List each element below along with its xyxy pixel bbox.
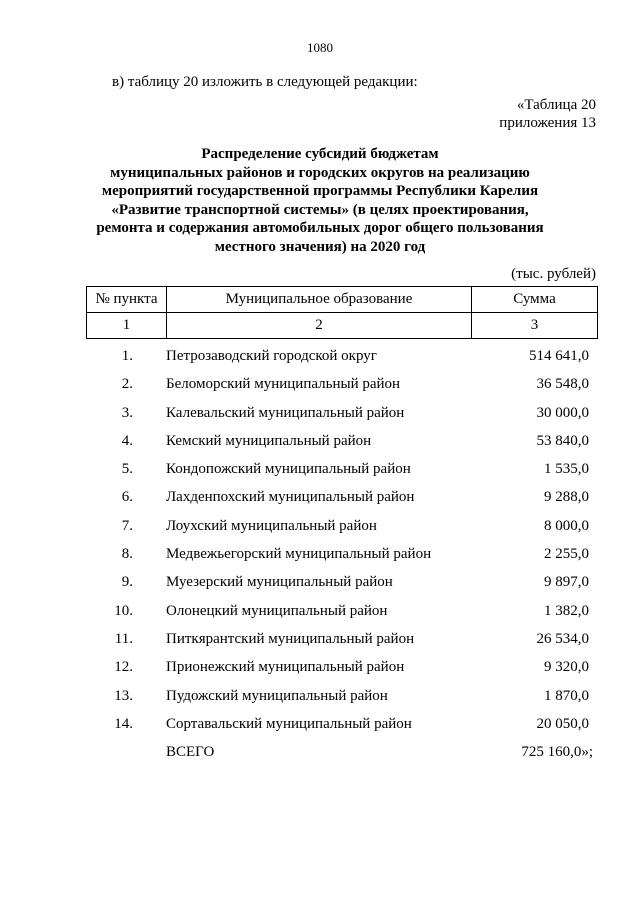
table-reference-line-2: приложения 13 [499, 115, 596, 131]
table-reference-line-1: «Таблица 20 [516, 97, 596, 113]
row-municipality: Лахденпохский муниципальный район [166, 489, 415, 506]
header-col-name: Муниципальное образование [167, 287, 472, 313]
row-amount: 9 288,0 [544, 489, 589, 506]
table-row [86, 513, 597, 541]
title-line-5: ремонта и содержания автомобильных дорог общего пользования [96, 220, 544, 236]
row-number: 6. [121, 489, 133, 506]
title-line-3: мероприятий государственной программы Республики Карелия [101, 183, 539, 199]
row-municipality: Прионежский муниципальный район [166, 659, 405, 676]
table-row [86, 569, 597, 597]
table-row [86, 484, 597, 512]
total-amount: 725 160,0»; [521, 744, 593, 761]
row-municipality: Сортавальский муниципальный район [166, 715, 412, 732]
row-number: 3. [121, 404, 133, 421]
intro-text: в) таблицу 20 изложить в следующей редакции: [112, 74, 418, 90]
header-index-row [87, 313, 598, 339]
row-amount: 8 000,0 [544, 517, 589, 534]
row-amount: 26 534,0 [536, 630, 589, 647]
row-municipality: Питкярантский муниципальный район [166, 630, 415, 647]
table-row [86, 683, 597, 711]
row-amount: 20 050,0 [536, 715, 589, 732]
row-amount: 53 840,0 [536, 432, 589, 449]
row-number: 13. [114, 687, 133, 704]
table-row [86, 598, 597, 626]
table-row [86, 711, 597, 739]
document-title [60, 145, 580, 256]
row-number: 10. [114, 602, 133, 619]
row-number: 14. [114, 715, 133, 732]
table-row [86, 371, 597, 399]
row-municipality: Медвежьегорский муниципальный район [166, 546, 432, 563]
page-number: 1080 [307, 40, 333, 55]
header-index-2: 2 [167, 313, 472, 339]
header-index-1: 1 [87, 313, 167, 339]
header-col-sum: Сумма [472, 287, 598, 313]
row-number: 8. [121, 546, 133, 563]
total-row [86, 739, 597, 767]
row-municipality: Олонецкий муниципальный район [166, 602, 388, 619]
table-row [86, 541, 597, 569]
row-amount: 9 320,0 [544, 659, 589, 676]
units-label: (тыс. рублей) [511, 266, 596, 282]
title-line-6: местного значения) на 2020 год [214, 238, 426, 255]
table-row [86, 343, 597, 371]
total-label: ВСЕГО [166, 744, 215, 761]
row-number: 1. [121, 348, 133, 364]
row-number: 5. [121, 461, 133, 478]
table-row [86, 626, 597, 654]
row-amount: 1 382,0 [544, 602, 589, 619]
table-reference [499, 96, 596, 132]
row-municipality: Петрозаводский городской округ [166, 348, 377, 364]
row-municipality: Пудожский муниципальный район [166, 687, 388, 704]
row-amount: 1 870,0 [544, 687, 589, 704]
title-line-4: «Развитие транспортной системы» (в целях проектирования, [111, 201, 529, 218]
row-amount: 1 535,0 [544, 461, 589, 478]
header-row [87, 287, 598, 313]
row-municipality: Калевальский муниципальный район [166, 404, 405, 421]
header-col-number: № пункта [87, 287, 167, 313]
row-number: 12. [114, 659, 133, 676]
row-municipality: Муезерский муниципальный район [166, 574, 393, 591]
row-number: 9. [121, 574, 133, 591]
row-number: 7. [121, 517, 133, 534]
title-line-1: Распределение субсидий бюджетам [201, 146, 439, 162]
row-number: 4. [121, 432, 133, 449]
table-row [86, 456, 597, 484]
table-body [86, 343, 597, 767]
row-amount: 2 255,0 [544, 546, 589, 563]
row-number: 11. [114, 630, 133, 647]
row-amount: 36 548,0 [536, 376, 589, 393]
row-amount: 9 897,0 [544, 574, 589, 591]
table-header [86, 286, 598, 339]
header-index-3: 3 [472, 313, 598, 339]
table-row [86, 428, 597, 456]
row-amount: 514 641,0 [529, 348, 589, 364]
row-number: 2. [121, 376, 133, 393]
table-row [86, 654, 597, 682]
row-municipality: Кондопожский муниципальный район [166, 461, 411, 478]
row-municipality: Кемский муниципальный район [166, 432, 372, 449]
table-row [86, 400, 597, 428]
row-municipality: Беломорский муниципальный район [166, 376, 401, 393]
title-line-2: муниципальных районов и городских округов на реализацию [110, 164, 530, 181]
row-amount: 30 000,0 [536, 404, 589, 421]
row-municipality: Лоухский муниципальный район [166, 517, 377, 534]
